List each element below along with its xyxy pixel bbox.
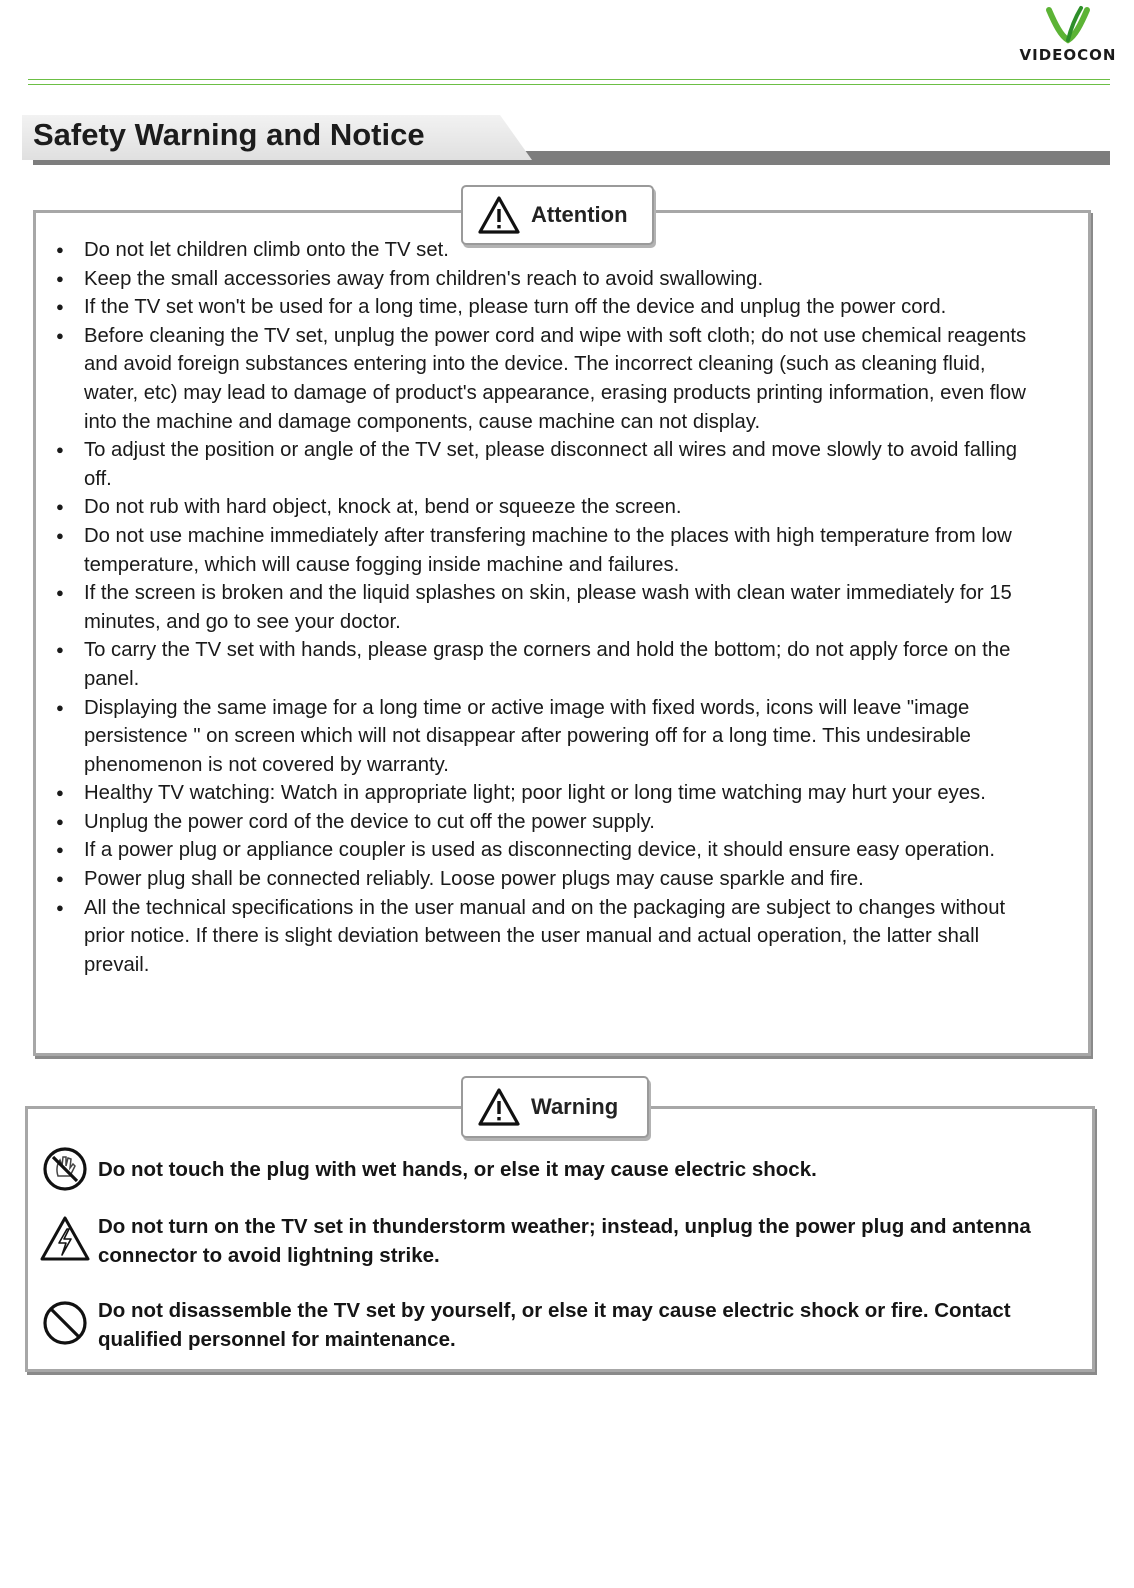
list-item: ● Power plug shall be connected reliably. Loose power plugs may cause sparkle and fire. <box>52 865 1042 894</box>
list-item: ● To carry the TV set with hands, please grasp the corners and hold the bottom; do not apply force on the panel. <box>52 636 1042 693</box>
no-wet-hands-icon <box>42 1146 88 1192</box>
lightning-warning-icon <box>39 1215 91 1263</box>
list-item: ● If the TV set won't be used for a long time, please turn off the device and unplug the power cord. <box>52 293 1042 322</box>
header-rule <box>28 79 1110 85</box>
list-item: ● Displaying the same image for a long time or active image with fixed words, icons will leave "image persistence " on screen which will not disappear after powering off for a long time. This undesirable phenomenon is not covered by warranty. <box>52 694 1042 780</box>
warning-label: Warning <box>531 1094 619 1119</box>
list-item: ● If a power plug or appliance coupler is used as disconnecting device, it should ensure easy operation. <box>52 836 1042 865</box>
attention-list <box>52 236 1042 979</box>
list-item: ● To adjust the position or angle of the TV set, please disconnect all wires and move slowly to avoid falling off. <box>52 436 1042 493</box>
warning-item-wet-hands: Do not touch the plug with wet hands, or else it may cause electric shock. <box>98 1158 817 1181</box>
warning-item-disassemble: Do not disassemble the TV set by yourself, or else it may cause electric shock or fire. Contact qualified personnel for maintenance. <box>98 1299 1011 1351</box>
list-item: ● Before cleaning the TV set, unplug the power cord and wipe with soft cloth; do not use chemical reagents and avoid foreign substances entering into the device. The incorrect cleaning (such as cleaning fluid, water, etc) may lead to damage of product's appearance, erasing products printing information, even flow into the machine and damage components, cause machine can not display. <box>52 322 1042 436</box>
list-item: ● Do not let children climb onto the TV set. <box>52 236 1042 265</box>
caution-triangle-icon <box>477 1087 521 1127</box>
attention-label: Attention <box>531 202 628 227</box>
list-item: ● Do not rub with hard object, knock at, bend or squeeze the screen. <box>52 493 1042 522</box>
caution-triangle-icon <box>477 195 521 235</box>
brand-name: VIDEOCON <box>1019 46 1117 64</box>
list-item: ● Healthy TV watching: Watch in appropriate light; poor light or long time watching may hurt your eyes. <box>52 779 1042 808</box>
warning-badge <box>461 1076 649 1138</box>
list-item: ● Keep the small accessories away from children's reach to avoid swallowing. <box>52 265 1042 294</box>
list-item: ● All the technical specifications in the user manual and on the packaging are subject to changes without prior notice. If there is slight deviation between the user manual and actual operation, the latter shall prevail. <box>52 894 1042 980</box>
videocon-v-icon <box>1045 4 1091 44</box>
warning-item-thunderstorm: Do not turn on the TV set in thunderstorm weather; instead, unplug the power plug and antenna connector to avoid lightning strike. <box>98 1215 1031 1267</box>
list-item: ● Unplug the power cord of the device to cut off the power supply. <box>52 808 1042 837</box>
list-item: ● If the screen is broken and the liquid splashes on skin, please wash with clean water immediately for 15 minutes, and go to see your doctor. <box>52 579 1042 636</box>
page-title: Safety Warning and Notice <box>33 117 425 152</box>
prohibited-icon <box>42 1300 88 1346</box>
brand-logo <box>1008 4 1128 64</box>
list-item: ● Do not use machine immediately after transfering machine to the places with high temperature from low temperature, which will cause fogging inside machine and failures. <box>52 522 1042 579</box>
